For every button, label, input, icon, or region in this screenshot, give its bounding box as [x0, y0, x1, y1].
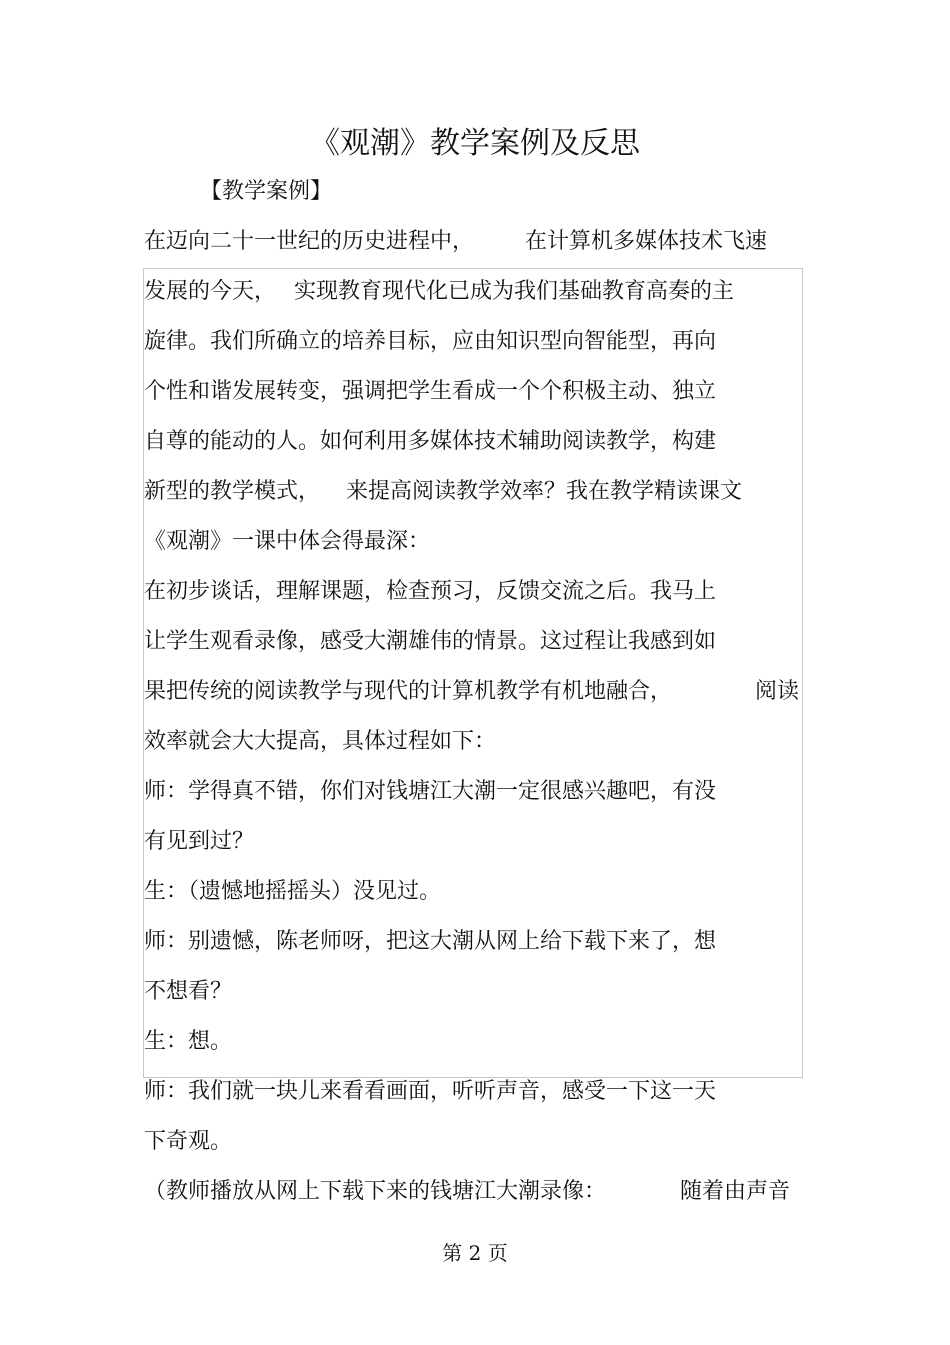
body-line-4: 个性和谐发展转变，强调把学生看成一个个积极主动、独立 [144, 379, 717, 404]
section-heading: 【教学案例】 [200, 179, 333, 204]
body-line-10-part-2: 阅读 [755, 679, 800, 704]
body-line-20-part-2: 随着由声音 [680, 1179, 791, 1204]
body-line-15: 师：别遗憾，陈老师呀，把这大潮从网上给下载下来了，想 [144, 929, 717, 954]
page-number: 第 2 页 [442, 1241, 508, 1265]
body-line-14: 生：（遗憾地摇摇头）没见过。 [144, 879, 442, 904]
body-line-11: 效率就会大大提高，具体过程如下： [144, 729, 497, 754]
body-line-10-part-1: 果把传统的阅读教学与现代的计算机教学有机地融合， [144, 679, 673, 704]
body-line-1-part-2: 在计算机多媒体技术飞速 [525, 229, 768, 254]
body-line-9: 让学生观看录像，感受大潮雄伟的情景。这过程让我感到如 [144, 629, 717, 654]
body-line-6 [144, 476, 743, 508]
body-line-18: 师：我们就一块儿来看看画面，听听声音，感受一下这一天 [144, 1079, 717, 1104]
body-line-6-part-2: 来提高阅读教学效率？我在教学精读课文 [346, 479, 743, 504]
body-line-8: 在初步谈话，理解课题，检查预习，反馈交流之后。我马上 [144, 579, 717, 604]
body-line-7: 《观潮》一课中体会得最深： [144, 529, 431, 554]
document-title: 《观潮》教学案例及反思 [310, 126, 640, 161]
body-line-17: 生：想。 [144, 1029, 233, 1054]
body-line-5: 自尊的能动的人。如何利用多媒体技术辅助阅读教学，构建 [144, 429, 717, 454]
body-line-2 [144, 276, 735, 308]
body-line-16: 不想看？ [144, 979, 233, 1004]
body-line-12: 师：学得真不错，你们对钱塘江大潮一定很感兴趣吧，有没 [144, 779, 717, 804]
body-line-13: 有见到过？ [144, 829, 255, 854]
body-line-1-part-1: 在迈向二十一世纪的历史进程中， [144, 229, 475, 254]
body-line-2-part-1: 发展的今天， [144, 279, 277, 304]
body-line-20-part-1: （教师播放从网上下载下来的钱塘江大潮录像： [144, 1179, 607, 1204]
body-line-10 [144, 676, 800, 708]
body-line-3: 旋律。我们所确立的培养目标，应由知识型向智能型，再向 [144, 329, 717, 354]
body-line-1 [144, 226, 768, 258]
body-line-2-part-2: 实现教育现代化已成为我们基础教育高奏的主 [294, 279, 735, 304]
body-line-19: 下奇观。 [144, 1129, 233, 1154]
body-line-20 [144, 1176, 791, 1208]
body-line-6-part-1: 新型的教学模式， [144, 479, 321, 504]
